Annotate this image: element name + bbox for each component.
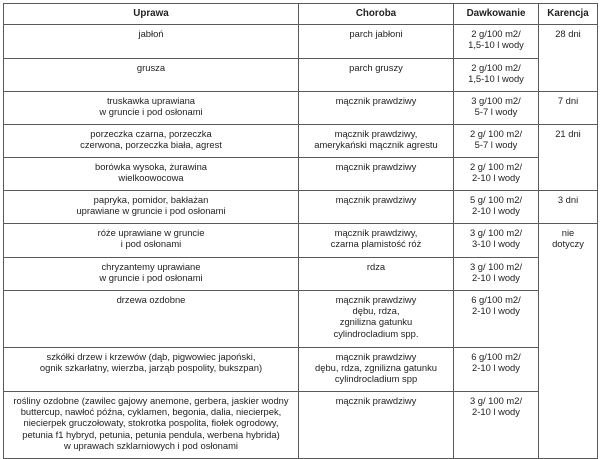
disease-text: mącznik prawdziwy dębu, rdza, zgnilizna gatunku cylindrocladium spp [315,351,437,385]
disease-cell [299,291,454,348]
crop-cell [4,92,299,125]
disease-cell [299,224,454,258]
header-choroba: Choroba [299,4,454,25]
crop-text: drzewa ozdobne [116,294,186,305]
table-row [4,191,598,224]
header-row [4,4,598,25]
dose-cell [454,158,539,191]
disease-text: mącznik prawdziwy, czarna plamistość róż [330,227,422,250]
disease-text: mącznik prawdziwy [335,161,417,172]
crop-text: szkółki drzew i krzewów (dąb, pigwowiec japoński, ognik szkarłatny, wierzba, jarząb pospolity, bukszpan) [39,351,263,374]
header-karencja: Karencja [539,4,598,25]
dose-text: 2 g/ 100 m2/ 2-10 l wody [469,161,523,184]
disease-cell [299,25,454,59]
crop-text: grusza [136,62,166,73]
dose-text: 6 g/100 m2/ 2-10 l wody [471,294,521,317]
dose-cell [454,25,539,59]
crop-text: porzeczka czarna, porzeczka czerwona, porzeczka biała, agrest [80,128,222,151]
dose-cell [454,59,539,92]
karencja-cell [539,25,598,92]
disease-text: mącznik prawdziwy, amerykański mącznik agrestu [314,128,438,151]
crop-text: chryzantemy uprawiane w gruncie i pod osłonami [99,261,203,284]
dose-cell [454,392,539,459]
crop-text: truskawka uprawiana w gruncie i pod osłonami [99,95,203,118]
disease-text: mącznik prawdziwy [335,395,417,406]
table-row [4,348,598,392]
table-row [4,25,598,59]
dose-cell [454,125,539,158]
dose-cell [454,92,539,125]
crop-cell [4,125,299,158]
crop-cell [4,348,299,392]
disease-text: rdza [366,261,386,272]
crop-cell [4,258,299,291]
table-row [4,92,598,125]
dosage-table [3,3,598,459]
table-row [4,258,598,291]
dose-cell [454,191,539,224]
dose-text: 2 g/100 m2/ 1,5-10 l wody [468,28,524,51]
disease-cell [299,59,454,92]
karencja-cell [539,191,598,224]
disease-text: parch gruszy [349,62,403,73]
table-row [4,125,598,158]
header-dawkowanie: Dawkowanie [454,4,539,25]
karencja-text: 21 dni [555,128,581,139]
dose-cell [454,291,539,348]
crop-text: papryka, pomidor, bakłażan uprawiane w gruncie i pod osłonami [76,194,226,217]
crop-text: rośliny ozdobne (zawilec gajowy anemone, gerbera, jaskier wodny buttercup, nawłoć późna, cyklamen, begonia, dalia, niecierpek, niecierpek gruczołowaty, stokrotka pospolita, fiołek ogrodowy, petunia f1 hybryd, petunia, petunia pendula, werbena hybrida) w uprawach szklarniowych i pod osłonami [13,395,289,451]
karencja-text: 3 dni [557,194,579,205]
disease-cell [299,258,454,291]
disease-cell [299,158,454,191]
table-row [4,158,598,191]
dose-text: 3 g/ 100 m2/ 2-10 l wody [469,261,523,284]
dose-text: 6 g/100 m2/ 2-10 l wody [471,351,521,374]
crop-cell [4,224,299,258]
crop-cell [4,291,299,348]
dose-text: 3 g/ 100 m2/ 2-10 l wody [469,395,523,418]
disease-cell [299,92,454,125]
crop-text: borówka wysoka, żurawina wielkoowocowa [94,161,208,184]
karencja-text: nie dotyczy [552,227,584,250]
crop-cell [4,191,299,224]
crop-cell [4,158,299,191]
karencja-cell [539,125,598,191]
disease-text: parch jabłoni [349,28,403,39]
karencja-cell [539,224,598,459]
header-uprawa: Uprawa [4,4,299,25]
crop-cell [4,59,299,92]
karencja-text: 7 dni [557,95,579,106]
disease-cell [299,348,454,392]
dose-cell [454,258,539,291]
karencja-text: 28 dni [555,28,581,39]
disease-cell [299,125,454,158]
dose-cell [454,224,539,258]
disease-cell [299,392,454,459]
table-row [4,291,598,348]
dose-cell [454,348,539,392]
dose-text: 3 g/ 100 m2/ 3-10 l wody [469,227,523,250]
table-row [4,392,598,459]
crop-cell [4,25,299,59]
dose-text: 3 g/100 m2/ 5-7 l wody [471,95,521,118]
table-row [4,59,598,92]
karencja-cell [539,92,598,125]
disease-cell [299,191,454,224]
crop-text: jabłoń [138,28,164,39]
crop-text: róże uprawiane w gruncie i pod osłonami [97,227,205,250]
disease-text: mącznik prawdziwy [335,95,417,106]
disease-text: mącznik prawdziwy [335,194,417,205]
dose-text: 2 g/100 m2/ 1,5-10 l wody [468,62,524,85]
table-row [4,224,598,258]
dose-text: 2 g/ 100 m2/ 5-7 l wody [469,128,523,151]
dose-text: 5 g/ 100 m2/ 2-10 l wody [469,194,523,217]
disease-text: mącznik prawdziwy dębu, rdza, zgnilizna gatunku cylindrocladium spp. [333,294,419,339]
crop-cell [4,392,299,459]
